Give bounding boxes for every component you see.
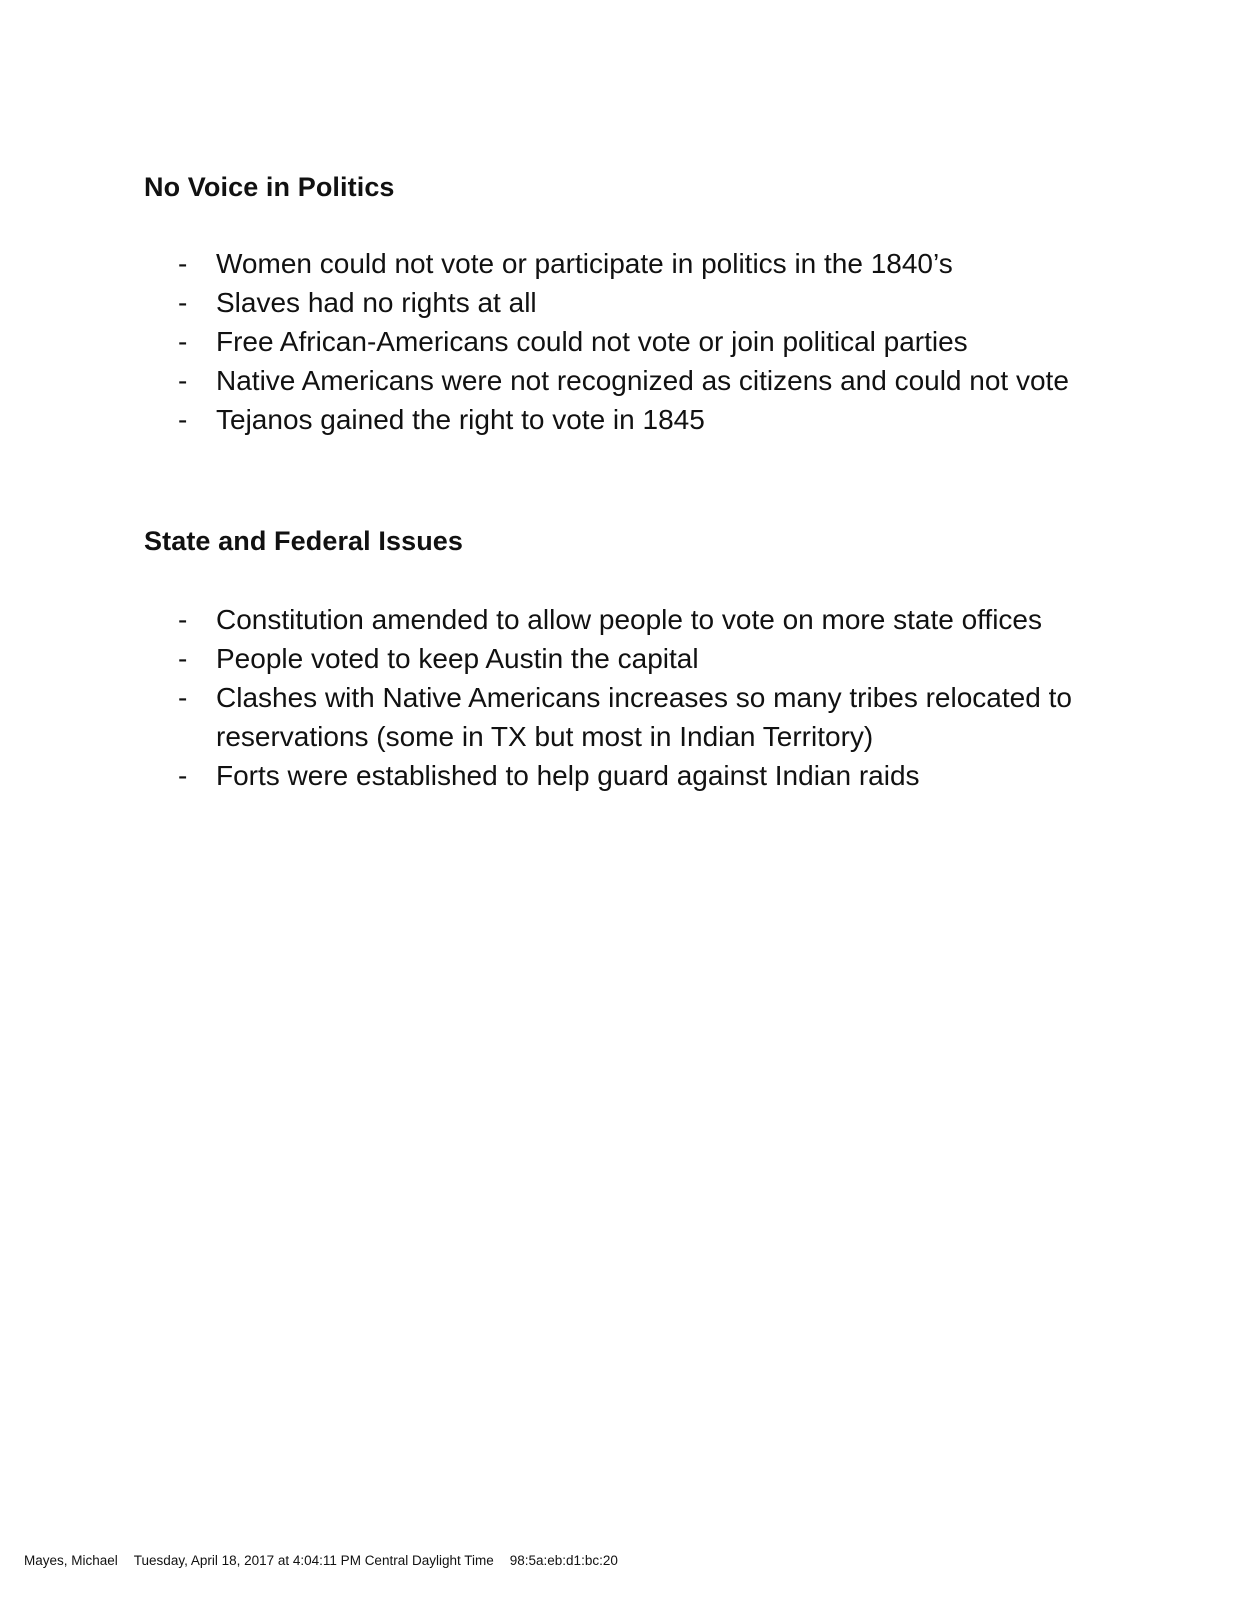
- dash-bullet: -: [178, 760, 188, 791]
- list-item: [0, 400, 1236, 439]
- dash-bullet: -: [178, 326, 188, 357]
- list-item: [0, 600, 1236, 639]
- list-item-text: Native Americans were not recognized as citizens and could not vote: [216, 365, 1069, 396]
- list-item: [0, 756, 1236, 795]
- dash-bullet: -: [178, 643, 188, 674]
- list-item-text: Free African-Americans could not vote or join political parties: [216, 326, 968, 357]
- list-item-text: Forts were established to help guard against Indian raids: [216, 760, 920, 791]
- list-item-text: People voted to keep Austin the capital: [216, 643, 699, 674]
- list-item-text: Constitution amended to allow people to vote on more state offices: [216, 604, 1042, 635]
- list-item: [0, 678, 1236, 756]
- print-footer: [24, 1552, 634, 1570]
- list-item: [0, 639, 1236, 678]
- footer-device-id: 98:5a:eb:d1:bc:20: [509, 1553, 618, 1568]
- list-item: [0, 244, 1236, 283]
- dash-bullet: -: [178, 287, 188, 318]
- section-heading-state-federal: State and Federal Issues: [144, 526, 464, 556]
- section-heading-no-voice: No Voice in Politics: [144, 172, 395, 202]
- dash-bullet: -: [178, 365, 188, 396]
- footer-name: Mayes, Michael: [24, 1553, 118, 1568]
- dash-bullet: -: [178, 682, 188, 713]
- list-item: [0, 361, 1236, 400]
- dash-bullet: -: [178, 404, 188, 435]
- list-item-text: Women could not vote or participate in politics in the 1840’s: [216, 248, 953, 279]
- dash-bullet: -: [178, 604, 188, 635]
- list-item-text: Slaves had no rights at all: [216, 287, 537, 318]
- list-item-text: Tejanos gained the right to vote in 1845: [216, 404, 705, 435]
- bullet-list-state-federal: [0, 600, 1236, 795]
- bullet-list-no-voice: [0, 244, 1236, 439]
- list-item: [0, 322, 1236, 361]
- dash-bullet: -: [178, 248, 188, 279]
- list-item: [0, 283, 1236, 322]
- footer-timestamp: Tuesday, April 18, 2017 at 4:04:11 PM Central Daylight Time: [133, 1553, 494, 1568]
- list-item-text: Clashes with Native Americans increases so many tribes relocated to reservations (some in TX but most in Indian Territory): [216, 682, 1072, 752]
